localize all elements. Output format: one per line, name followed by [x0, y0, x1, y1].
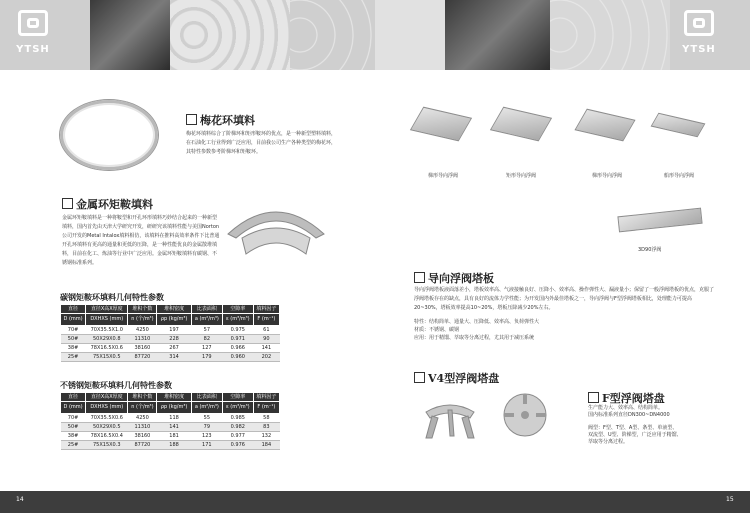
v4-valve-image [420, 390, 480, 442]
logo-icon [684, 10, 714, 36]
cell: 25# [61, 353, 86, 362]
cell: 188 [157, 441, 191, 450]
cell: 82 [191, 335, 222, 344]
cell: 228 [157, 335, 191, 344]
f-valve-image [502, 392, 548, 438]
valve-image-4 [651, 113, 706, 138]
guide-tray-title-text: 导向浮阀塔板 [428, 272, 494, 285]
unit-header: n (个/m³) [128, 314, 157, 326]
cell: 132 [253, 432, 279, 441]
table-row [61, 423, 280, 432]
cell: 127 [191, 344, 222, 353]
f-tray-line-4: 双流型、U型、阶梯型，广泛应用于精馏、 [588, 432, 682, 438]
table1-title: 碳钢矩鞍环填料几何特性参数 [60, 292, 164, 302]
cell: 4250 [128, 326, 157, 335]
right-logo [676, 6, 722, 64]
cell: 179 [191, 353, 222, 362]
cell: 0.985 [222, 414, 253, 423]
cell: 0.960 [222, 353, 253, 362]
carbon-steel-table [60, 304, 280, 362]
cell: 0.976 [222, 441, 253, 450]
metal-saddle-title-text: 金属环矩鞍填料 [76, 198, 153, 211]
v4-tray-title [414, 370, 499, 386]
cell: 267 [157, 344, 191, 353]
cell: 0.966 [222, 344, 253, 353]
col-header: 堆积个数 [128, 393, 157, 402]
right-logo-text: YTSH [682, 44, 716, 55]
cell: 55 [191, 414, 222, 423]
cell: 75X15X0.3 [86, 441, 128, 450]
cell: 70# [61, 414, 86, 423]
cell: 181 [157, 432, 191, 441]
cell: 141 [157, 423, 191, 432]
cell: 38160 [128, 344, 157, 353]
col-header: 直径X高X厚度 [86, 305, 128, 314]
table-row [61, 353, 280, 362]
cell: 11310 [128, 335, 157, 344]
left-logo-text: YTSH [16, 44, 50, 55]
f-valve-drawing [502, 392, 548, 438]
plum-ring-image [60, 100, 158, 170]
col-header: 空隙率 [222, 305, 253, 314]
header-photo-rings [170, 0, 290, 70]
unit-header: ε (m³/m³) [222, 402, 253, 414]
unit-header: D (mm) [61, 314, 86, 326]
table-row [61, 441, 280, 450]
unit-header: ε (m³/m³) [222, 314, 253, 326]
col-header: 填料因子 [253, 305, 279, 314]
cell: 0.982 [222, 423, 253, 432]
plum-ring-title-text: 梅花环填料 [200, 114, 255, 127]
cell: 0.975 [222, 326, 253, 335]
cell: 79 [191, 423, 222, 432]
cell: 50# [61, 423, 86, 432]
col-header: 堆积密度 [157, 305, 191, 314]
unit-header: n (个/m³) [128, 402, 157, 414]
col-header: 比表面积 [191, 393, 222, 402]
cell: 314 [157, 353, 191, 362]
col-header: 堆积个数 [128, 305, 157, 314]
right-page-number: 15 [726, 496, 734, 503]
unit-header: ρp (kg/m³) [157, 314, 191, 326]
header-photo-valve [375, 0, 445, 70]
cell: 78X16.5X0.6 [86, 344, 128, 353]
table-row [61, 335, 280, 344]
cell: 78X16.5X0.4 [86, 432, 128, 441]
unit-header: a (m²/m³) [191, 314, 222, 326]
unit-header: D (mm) [61, 402, 86, 414]
page-footer [0, 491, 750, 513]
checkbox-icon [186, 114, 197, 125]
cell: 118 [157, 414, 191, 423]
cell: 87720 [128, 441, 157, 450]
cell: 70X35.5X1.0 [86, 326, 128, 335]
cell: 83 [253, 423, 279, 432]
cell: 171 [191, 441, 222, 450]
col-header: 直径X高X厚度 [86, 393, 128, 402]
cell: 197 [157, 326, 191, 335]
plum-ring-description: 梅花环填料综合了阶梯环和矩形鞍环的优点，是一种新型塑料填料，在石油化工行业得到广泛应用，目前我公司生产各种类型的梅花环，其特性参数参考阶梯环和矩鞍环。 [186, 131, 337, 155]
v4-valve-drawing [420, 390, 480, 442]
guide-tray-material: 材质：不锈钢、碳钢 [414, 327, 460, 333]
cell: 75X15X0.5 [86, 353, 128, 362]
cell: 50X29X0.5 [86, 423, 128, 432]
f-tray-line-1: 生产能力大、效率高、结构简单。 [588, 405, 664, 411]
unit-header: F (m⁻¹) [253, 314, 279, 326]
header-photo-workers [90, 0, 170, 70]
valve-caption-1: 梯形导向浮阀 [428, 173, 459, 179]
cell: 184 [253, 441, 279, 450]
cell: 50X29X0.8 [86, 335, 128, 344]
cell: 61 [253, 326, 279, 335]
cell: 4250 [128, 414, 157, 423]
f-tray-line-3: 阀型：F型、T型、A型、条型、单液型、 [588, 425, 678, 431]
cell: 38# [61, 344, 86, 353]
left-page-number: 14 [16, 496, 24, 503]
table-row [61, 432, 280, 441]
cell: 0.977 [222, 432, 253, 441]
left-logo [10, 6, 56, 64]
valve-image-3 [574, 109, 635, 142]
cell: 38# [61, 432, 86, 441]
unit-header: F (m⁻¹) [253, 402, 279, 414]
metal-saddle-image [222, 196, 330, 262]
guide-tray-usage: 应用：用于精馏、萃取等分离过程，尤其用于减压系统 [414, 335, 535, 341]
unit-header: a (m²/m³) [191, 402, 222, 414]
cell: 202 [253, 353, 279, 362]
table-row [61, 326, 280, 335]
metal-saddle-description: 金属环矩鞍填料是一种将鞍型和开孔环形填料巧妙结合起来的一种新型填料，国内首先由天津大学研究开发，研研究该填料性能与美国Norton公司开发的Metal Intalox填料相仿，该填料在推料高效率条件下比普通开孔环填料有更高的通量和更低的压降，是一种性能优良的金属散堆填料，目前在化工、炼油等行业中广泛应用。金属环矩鞍填料有碳钢、不锈钢标准系列。 [62, 215, 220, 266]
valve-caption-4: 船形导向浮阀 [664, 173, 695, 179]
f-tray-line-2: 国内标准系列直径DN300~DN4000 [588, 412, 670, 418]
col-header: 比表面积 [191, 305, 222, 314]
cell: 90 [253, 335, 279, 344]
cell: 0.971 [222, 335, 253, 344]
unit-header: ρp (kg/m³) [157, 402, 191, 414]
col-header: 空隙率 [222, 393, 253, 402]
plum-ring-title [186, 112, 255, 128]
col-header: 堆积密度 [157, 393, 191, 402]
header-circle-pattern [290, 0, 375, 70]
valve-caption-2: 矩形导向浮阀 [506, 173, 537, 179]
cell: 25# [61, 441, 86, 450]
checkbox-icon [62, 198, 73, 209]
cell: 11310 [128, 423, 157, 432]
table-row [61, 414, 280, 423]
valve-caption-3d90: 3D90浮阀 [638, 247, 662, 253]
stainless-steel-table [60, 392, 280, 450]
checkbox-icon [414, 372, 425, 383]
col-header: 直径 [61, 305, 86, 314]
guide-tray-description: 导向浮阀塔板液面落差小，塔板效率高、气液接触良好、压降小、效率高、操作弹性大、漏液量小；保留了一般浮阀塔板的优点，克服了浮阀塔板存在的缺点，具有良好的流体力学性能；为开发国内外最佳塔板之一，导向浮阀与F型浮阀塔板相比，处理能力可提高20~30%，塔板效率提高10~20%，塔板压降减少20%左右。 [414, 287, 715, 311]
cell: 123 [191, 432, 222, 441]
cell: 38160 [128, 432, 157, 441]
valve-caption-3: 梯形导向浮阀 [592, 173, 623, 179]
table-row [61, 344, 280, 353]
table2-title: 不锈钢矩鞍环填料几何特性参数 [60, 380, 172, 390]
unit-header: DXHXS (mm) [86, 402, 128, 414]
cell: 58 [253, 414, 279, 423]
metal-saddle-title [62, 196, 153, 212]
header-circle-pattern-2 [550, 0, 670, 70]
header-photo-workers-2 [445, 0, 550, 70]
logo-icon [18, 10, 48, 36]
valve-image-3d90 [617, 208, 702, 233]
cell: 87720 [128, 353, 157, 362]
cell: 70# [61, 326, 86, 335]
cell: 50# [61, 335, 86, 344]
guide-tray-title [414, 270, 494, 286]
cell: 57 [191, 326, 222, 335]
col-header: 直径 [61, 393, 86, 402]
cell: 70X35.5X0.6 [86, 414, 128, 423]
f-tray-title-text: F型浮阀塔盘 [602, 392, 665, 405]
unit-header: DXHXS (mm) [86, 314, 128, 326]
valve-image-1 [410, 107, 472, 142]
v4-tray-title-text: V4型浮阀塔盘 [428, 372, 500, 385]
checkbox-icon [588, 392, 599, 403]
col-header: 填料因子 [253, 393, 279, 402]
guide-tray-features: 特性：结构简单、通量大、压降低、效率高、负荷弹性大 [414, 319, 540, 325]
valve-image-2 [490, 107, 552, 142]
f-tray-line-5: 萃取等分离过程。 [588, 439, 629, 445]
cell: 141 [253, 344, 279, 353]
checkbox-icon [414, 272, 425, 283]
saddle-drawing [222, 196, 330, 262]
